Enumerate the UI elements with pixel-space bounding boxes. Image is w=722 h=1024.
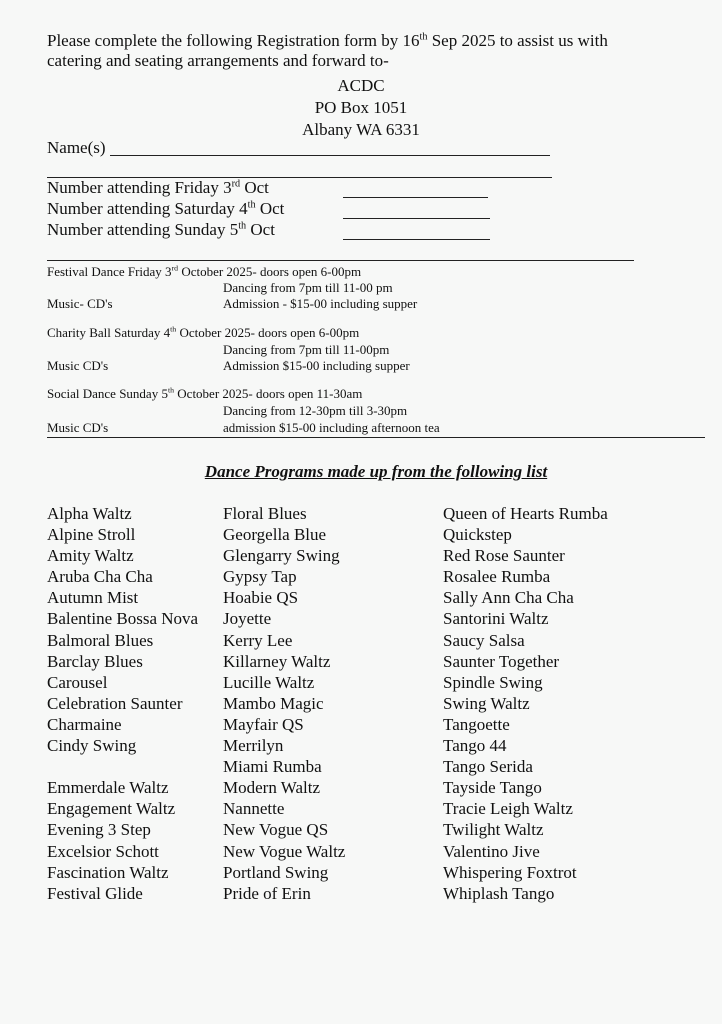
dance-item: Twilight Waltz bbox=[443, 820, 544, 840]
address-city: Albany WA 6331 bbox=[302, 120, 420, 139]
dance-item: Saunter Together bbox=[443, 651, 560, 671]
dance-item: Engagement Waltz bbox=[47, 799, 176, 819]
dance-item: Cindy Swing bbox=[47, 736, 137, 756]
dance-item: Festival Glide bbox=[47, 883, 143, 903]
dance-item: Mayfair QS bbox=[223, 714, 304, 734]
dance-item: Gypsy Tap bbox=[223, 567, 297, 587]
event-festival-admission: Admission - $15-00 including supper bbox=[223, 296, 418, 311]
dance-item: Nannette bbox=[223, 799, 285, 819]
attending-saturday-label: Number attending Saturday 4th Oct bbox=[47, 199, 285, 218]
dance-list-col2 bbox=[223, 503, 345, 904]
dance-item: Excelsior Schott bbox=[47, 841, 159, 861]
dance-item: Charmaine bbox=[47, 714, 122, 734]
event-festival-line1: Festival Dance Friday 3rd October 2025- doors open 6-00pm bbox=[47, 263, 362, 279]
dance-item: Georgella Blue bbox=[223, 525, 327, 545]
divider-bottom bbox=[47, 437, 705, 438]
dance-item: Portland Swing bbox=[223, 862, 329, 882]
dance-item: Pride of Erin bbox=[223, 883, 311, 903]
dance-item: Rosalee Rumba bbox=[443, 567, 551, 587]
dance-item: Balentine Bossa Nova bbox=[47, 609, 199, 629]
attending-friday-label: Number attending Friday 3rd Oct bbox=[47, 178, 269, 197]
name-field-line[interactable] bbox=[110, 155, 550, 156]
dance-item: Tayside Tango bbox=[443, 778, 542, 798]
dance-item: Merrilyn bbox=[223, 736, 284, 756]
event-charity-line2: Dancing from 7pm till 11-00pm bbox=[223, 342, 390, 357]
dance-item: Whiplash Tango bbox=[443, 883, 555, 903]
event-charity-line1: Charity Ball Saturday 4th October 2025- doors open 6-00pm bbox=[47, 324, 360, 340]
dance-item: Tango Serida bbox=[443, 757, 533, 777]
event-charity-admission: Admission $15-00 including supper bbox=[223, 358, 410, 373]
dance-item: Whispering Foxtrot bbox=[443, 862, 577, 882]
dance-item: Evening 3 Step bbox=[47, 820, 151, 840]
dance-item: Swing Waltz bbox=[443, 693, 530, 713]
dance-item: Saucy Salsa bbox=[443, 630, 525, 650]
divider-top bbox=[47, 260, 634, 261]
dance-item: Tracie Leigh Waltz bbox=[443, 799, 573, 819]
dance-item: Autumn Mist bbox=[47, 588, 139, 608]
address-org: ACDC bbox=[337, 76, 385, 95]
dance-item: Alpha Waltz bbox=[47, 504, 132, 523]
dance-item: Lucille Waltz bbox=[223, 672, 315, 692]
dance-item: New Vogue QS bbox=[223, 820, 329, 840]
intro-text: Please complete the following Registration form by 16th Sep 2025 to assist us with catering and seating arrangements and forward to- bbox=[47, 31, 608, 70]
dance-item: Aruba Cha Cha bbox=[47, 567, 153, 587]
dance-item: Fascination Waltz bbox=[47, 862, 169, 882]
dance-list-gap bbox=[47, 756, 198, 777]
dance-item: Barclay Blues bbox=[47, 651, 143, 671]
dance-item: Joyette bbox=[223, 609, 272, 629]
programs-heading: Dance Programs made up from the following list bbox=[204, 462, 548, 481]
dance-item: Red Rose Saunter bbox=[443, 546, 565, 566]
dance-item: Quickstep bbox=[443, 525, 512, 545]
dance-item: Amity Waltz bbox=[47, 546, 134, 566]
event-festival-line2: Dancing from 7pm till 11-00 pm bbox=[223, 280, 393, 295]
dance-item: Spindle Swing bbox=[443, 672, 543, 692]
dance-item: Carousel bbox=[47, 672, 108, 692]
dance-item: Santorini Waltz bbox=[443, 609, 549, 629]
dance-item: Sally Ann Cha Cha bbox=[443, 588, 574, 608]
dance-item: Kerry Lee bbox=[223, 630, 293, 650]
dance-item: Balmoral Blues bbox=[47, 630, 154, 650]
dance-item: Miami Rumba bbox=[223, 757, 322, 777]
dance-item: Valentino Jive bbox=[443, 841, 540, 861]
attending-sunday-field[interactable] bbox=[343, 239, 490, 240]
event-charity-music: Music CD's bbox=[47, 358, 109, 373]
dance-list-col1 bbox=[47, 503, 198, 904]
event-social-line2: Dancing from 12-30pm till 3-30pm bbox=[223, 403, 408, 418]
dance-item: Queen of Hearts Rumba bbox=[443, 504, 608, 523]
dance-item: Mambo Magic bbox=[223, 693, 324, 713]
dance-item: Celebration Saunter bbox=[47, 693, 183, 713]
attending-sunday-label: Number attending Sunday 5th Oct bbox=[47, 220, 275, 239]
dance-item: Tangoette bbox=[443, 714, 510, 734]
event-festival-music: Music- CD's bbox=[47, 296, 113, 311]
dance-item: Tango 44 bbox=[443, 736, 507, 756]
event-social-music: Music CD's bbox=[47, 420, 109, 435]
attending-saturday-field[interactable] bbox=[343, 218, 490, 219]
dance-item: New Vogue Waltz bbox=[223, 841, 346, 861]
dance-item: Glengarry Swing bbox=[223, 546, 340, 566]
dance-item: Emmerdale Waltz bbox=[47, 778, 169, 798]
address-po-box: PO Box 1051 bbox=[314, 98, 408, 117]
dance-item: Floral Blues bbox=[223, 504, 307, 523]
dance-item: Hoabie QS bbox=[223, 588, 299, 608]
name-label: Name(s) bbox=[47, 138, 106, 157]
event-social-line1: Social Dance Sunday 5th October 2025- doors open 11-30am bbox=[47, 385, 363, 401]
dance-item: Alpine Stroll bbox=[47, 525, 136, 545]
dance-list-col3 bbox=[443, 503, 608, 904]
attending-friday-field[interactable] bbox=[343, 197, 488, 198]
event-social-admission: admission $15-00 including afternoon tea bbox=[223, 420, 440, 435]
dance-item: Modern Waltz bbox=[223, 778, 320, 798]
dance-item: Killarney Waltz bbox=[223, 651, 331, 671]
